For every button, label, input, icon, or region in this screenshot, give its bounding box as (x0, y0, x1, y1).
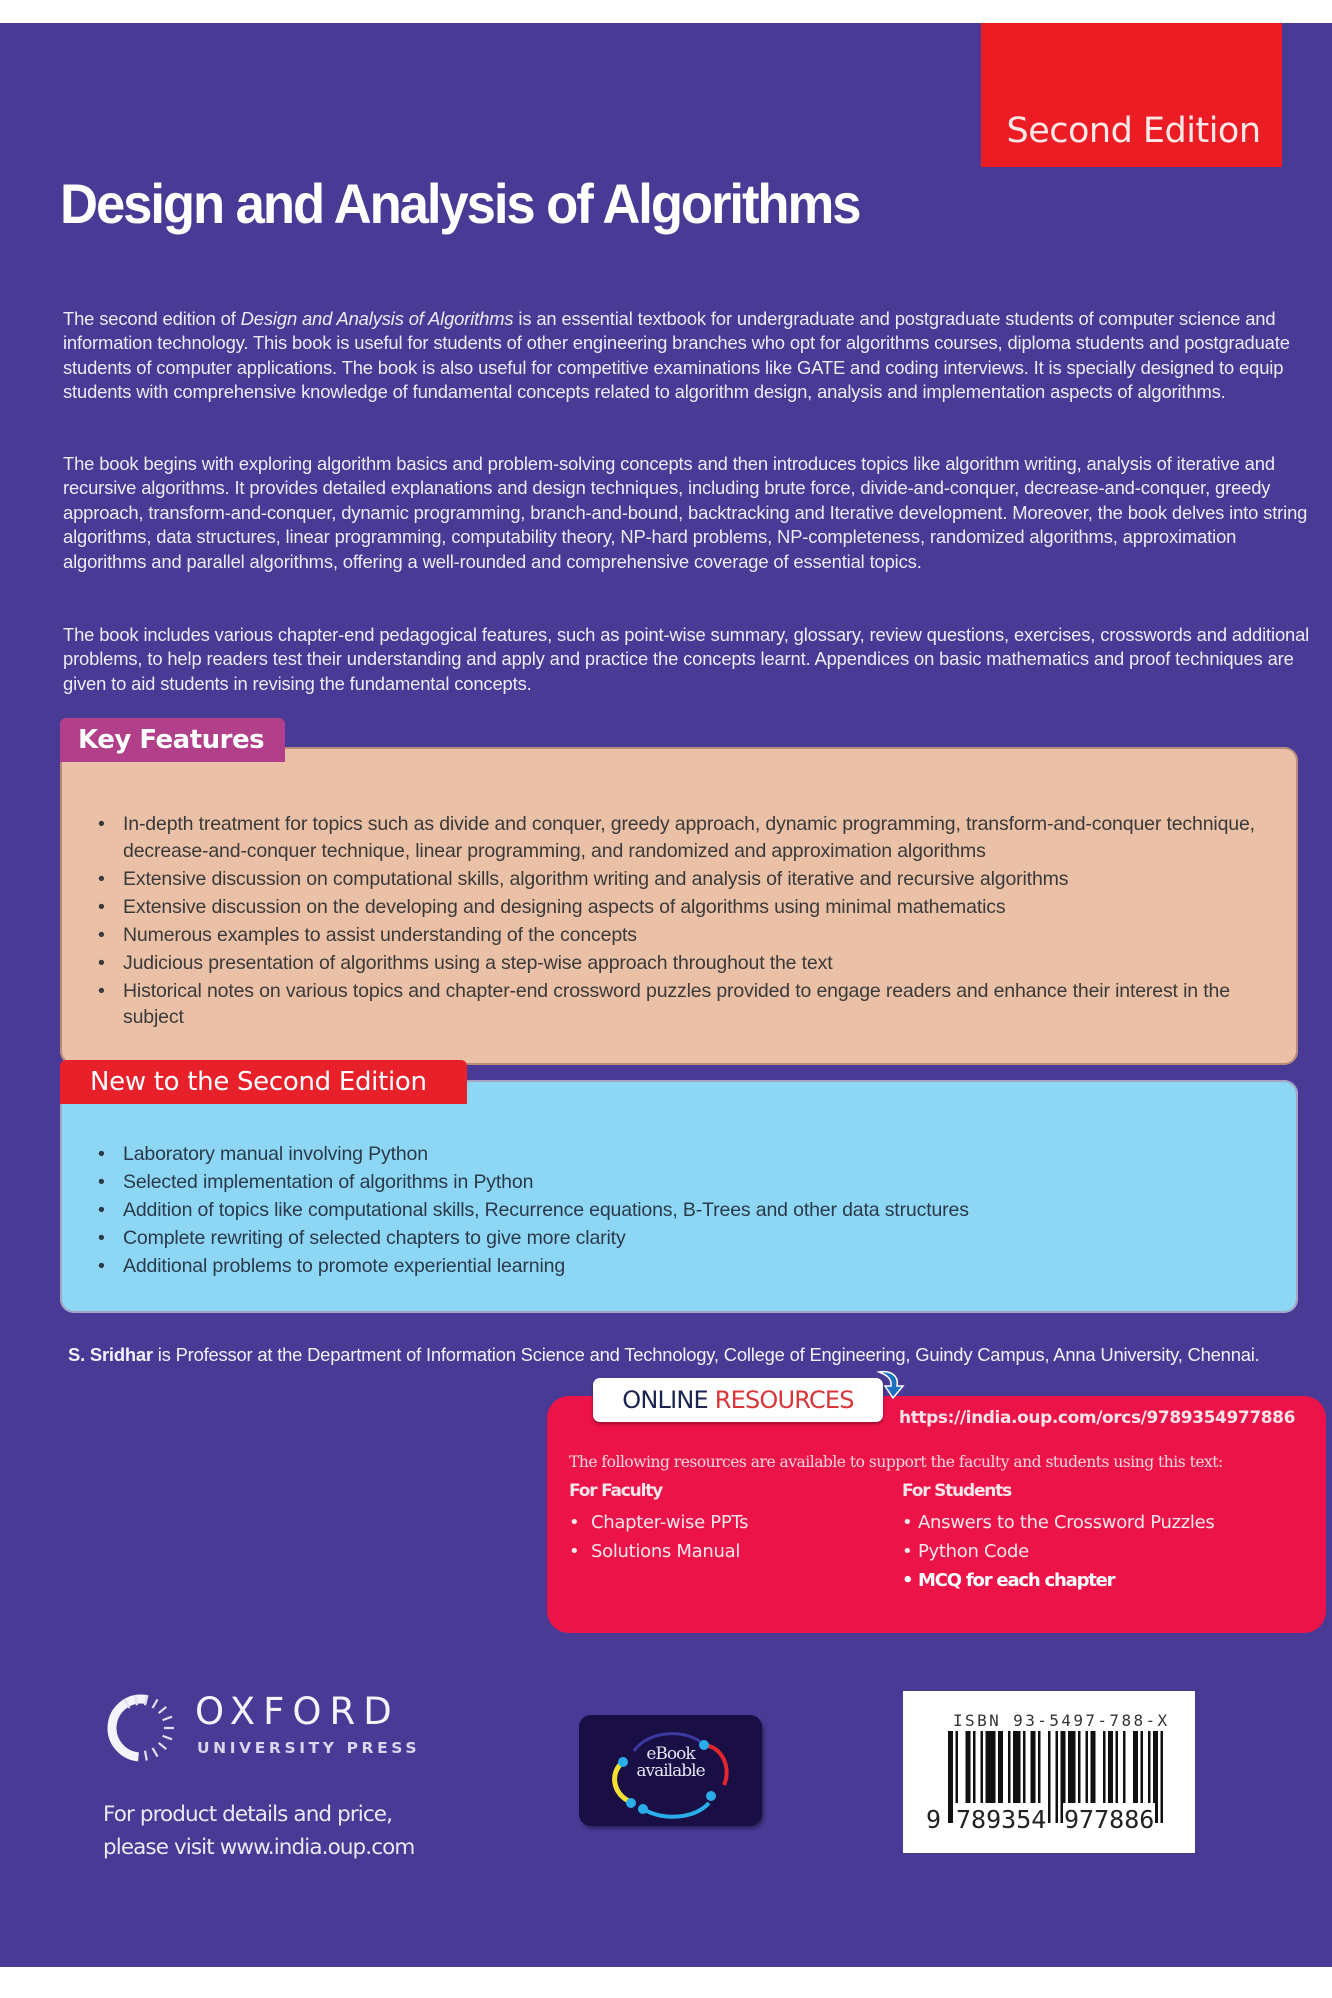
list-item-text: Additional problems to promote experiential learning (123, 1255, 566, 1277)
p2-text: The book begins with exploring algorithm basics and problem-solving concepts and then introduces topics like algorithm writing, analysis of iterative and recursive algorithms. It provides detailed explanations and design techniques, including brute force, divide-and-conquer, decrease-and-conquer, greedy approach, transform-and-conquer, dynamic programming, branch-and-bound, backtracking and Iterative development. Moreover, the book delves into string algorithms, data structures, linear programming, computability theory, NP-hard problems, NP-completeness, randomized algorithms, approximation algorithms and parallel algorithms, offering a well-rounded and comprehensive coverage of essential topics. (63, 453, 1308, 572)
list-item (80, 866, 1258, 893)
list-item (80, 950, 1258, 977)
bullet-icon: • (98, 1143, 105, 1165)
isbn-digits (925, 1803, 1165, 1837)
ebook-label (579, 1746, 762, 1780)
ebook-line-1: eBook (646, 1744, 695, 1764)
bullet-icon: • (569, 1512, 580, 1533)
list-item (569, 1537, 748, 1566)
bullet-icon: • (902, 1512, 913, 1533)
product-details-note (103, 1798, 414, 1864)
students-list (902, 1508, 1214, 1595)
list-item (80, 1224, 1258, 1252)
list-item-text: Answers to the Crossword Puzzles (918, 1512, 1215, 1533)
bullet-icon: • (98, 923, 105, 946)
bullet-icon: • (98, 1255, 105, 1277)
ebook-line-2: available (636, 1761, 705, 1781)
bullet-icon: • (98, 1199, 105, 1221)
publisher-name: OXFORD (195, 1690, 400, 1733)
students-heading: For Students (902, 1481, 1012, 1501)
bullet-icon: • (902, 1541, 913, 1562)
isbn-label: ISBN 93-5497-788-X (953, 1711, 1170, 1730)
online-resources-heading (593, 1378, 883, 1422)
author-bio-text: is Professor at the Department of Information Science and Technology, College of Engineering, Guindy Campus, Anna University, Chennai. (152, 1344, 1260, 1365)
list-item (80, 811, 1258, 864)
online-resources-intro: The following resources are available to support the faculty and students using this text: (569, 1453, 1223, 1471)
bullet-icon: • (98, 867, 105, 890)
key-features-box (60, 747, 1298, 1065)
visit-line-2: please visit www.india.oup.com (103, 1835, 415, 1860)
list-item-text: In-depth treatment for topics such as divide and conquer, greedy approach, dynamic programming, transform-and-conquer technique, decrease-and-conquer technique, linear programming, and randomized and approximation algorithms (123, 813, 1255, 862)
online-resources-panel (547, 1386, 1326, 1633)
visit-line-1: For product details and price, (103, 1802, 393, 1827)
ebook-available-badge (579, 1715, 762, 1826)
online-resources-word2: RESOURCES (714, 1386, 854, 1414)
faculty-list (569, 1508, 748, 1566)
list-item (80, 1168, 1258, 1196)
list-item-text: Selected implementation of algorithms in Python (123, 1171, 534, 1193)
isbn-digit-first: 9 (925, 1803, 942, 1837)
author-name: S. Sridhar (68, 1344, 153, 1365)
description-paragraph-3 (63, 623, 1313, 696)
list-item (80, 1252, 1258, 1280)
list-item-text: Addition of topics like computational skills, Recurrence equations, B-Trees and other data structures (123, 1199, 969, 1221)
isbn-barcode (903, 1691, 1195, 1853)
list-item-text: Judicious presentation of algorithms using a step-wise approach throughout the text (123, 951, 833, 974)
book-title: Design and Analysis of Algorithms (60, 172, 860, 235)
online-resources-url[interactable]: https://india.oup.com/orcs/9789354977886 (899, 1408, 1296, 1428)
list-item (902, 1537, 1214, 1566)
new-edition-heading: New to the Second Edition (60, 1060, 467, 1104)
faculty-heading: For Faculty (569, 1481, 663, 1501)
bullet-icon: • (98, 979, 105, 1002)
list-item-text: Extensive discussion on the developing and designing aspects of algorithms using minimal mathematics (123, 895, 1006, 918)
list-item-text: MCQ for each chapter (918, 1570, 1115, 1591)
description-paragraph-2 (63, 452, 1313, 574)
author-bio (68, 1343, 1298, 1367)
list-item-text: Numerous examples to assist understanding of the concepts (123, 923, 637, 946)
p1-text-after: is an essential textbook for undergraduate and postgraduate students of computer science and information technology. This book is useful for students of other engineering branches who opt for algorithms courses, diploma students and postgraduate students of computer applications. The book is also useful for competitive examinations like GATE and coding interviews. It is specially designed to equip students with comprehensive knowledge of fundamental concepts related to algorithm design, analysis and implementation aspects of algorithms. (63, 308, 1290, 403)
book-back-cover (0, 23, 1332, 1967)
list-item (80, 1196, 1258, 1224)
list-item (80, 1140, 1258, 1168)
p1-text-before: The second edition of (63, 308, 241, 329)
list-item-text: Historical notes on various topics and chapter-end crossword puzzles provided to engage readers and enhance their interest in the subject (123, 979, 1230, 1028)
list-item-text: Solutions Manual (591, 1541, 741, 1562)
key-features-heading: Key Features (60, 718, 285, 762)
list-item (569, 1508, 748, 1537)
list-item (80, 978, 1258, 1031)
bullet-icon: • (98, 813, 105, 835)
list-item (80, 922, 1258, 949)
bullet-icon: • (98, 1227, 105, 1249)
edition-label: Second Edition (1006, 111, 1261, 151)
list-item-text: Complete rewriting of selected chapters to give more clarity (123, 1227, 626, 1249)
new-edition-box (60, 1080, 1298, 1313)
list-item-text: Chapter-wise PPTs (591, 1512, 749, 1533)
curved-arrow-icon (875, 1368, 909, 1402)
list-item-text: Laboratory manual involving Python (123, 1143, 428, 1165)
oxford-ring-icon (103, 1690, 179, 1766)
oxford-logo (103, 1690, 433, 1766)
p3-text: The book includes various chapter-end pedagogical features, such as point-wise summary, glossary, review questions, exercises, crosswords and additional problems, to help readers test their understanding and apply and practice the concepts learnt. Appendices on basic mathematics and proof techniques are given to aid students in revising the fundamental concepts. (63, 624, 1310, 694)
isbn-digits-right: 977886 (1063, 1803, 1155, 1837)
list-item (80, 894, 1258, 921)
description-paragraph-1 (63, 307, 1313, 405)
list-item-text: Extensive discussion on computational skills, algorithm writing and analysis of iterative and recursive algorithms (123, 867, 1069, 890)
p1-italic-title: Design and Analysis of Algorithms (240, 308, 514, 329)
list-item (902, 1566, 1214, 1595)
edition-badge (981, 23, 1282, 167)
bullet-icon: • (902, 1570, 913, 1591)
bullet-icon: • (98, 1171, 105, 1193)
bullet-icon: • (98, 895, 105, 918)
list-item-text: Python Code (918, 1541, 1029, 1562)
publisher-subtitle: UNIVERSITY PRESS (197, 1739, 421, 1757)
isbn-digits-left: 789354 (955, 1803, 1047, 1837)
bullet-icon: • (98, 951, 105, 974)
list-item (902, 1508, 1214, 1537)
new-edition-list (80, 1140, 1258, 1280)
student-resources (902, 1480, 1214, 1595)
bullet-icon: • (569, 1541, 580, 1562)
faculty-resources (569, 1480, 748, 1566)
online-resources-word1: ONLINE (622, 1386, 708, 1414)
key-features-list (80, 811, 1258, 1032)
